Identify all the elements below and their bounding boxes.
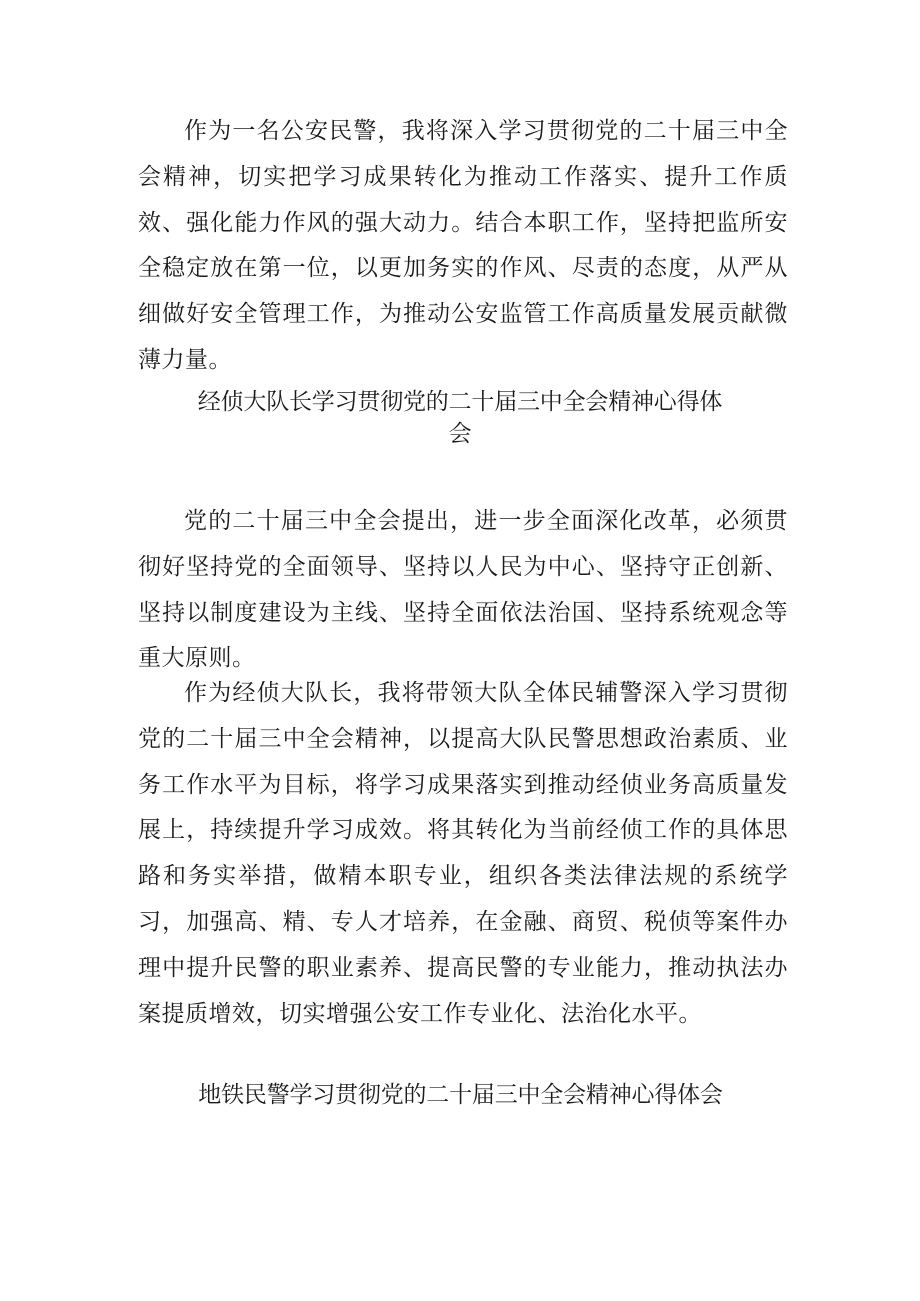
body-paragraph: 党的二十届三中全会提出，进一步全面深化改革，必须贯彻好坚持党的全面领导、坚持以人民为中心、坚持守正创新、坚持以制度建设为主线、坚持全面依法治国、坚持系统观念等重大原则。: [138, 508, 788, 672]
body-paragraph: 作为一名公安民警，我将深入学习贯彻党的二十届三中全会精神，切实把学习成果转化为推动工作落实、提升工作质效、强化能力作风的强大动力。结合本职工作，坚持把监所安全稳定放在第一位，以更加务实的作风、尽责的态度，从严从细做好安全管理工作，为推动公安监管工作高质量发展贡献微薄力量。: [138, 118, 788, 373]
section-heading: 地铁民警学习贯彻党的二十届三中全会精神心得体会: [198, 1082, 723, 1108]
body-paragraph: 作为经侦大队长，我将带领大队全体民辅警深入学习贯彻党的二十届三中全会精神，以提高大队民警思想政治素质、业务工作水平为目标，将学习成果落实到推动经侦业务高质量发展上，持续提升学习成效。将其转化为当前经侦工作的具体思路和务实举措，做精本职专业，组织各类法律法规的系统学习，加强高、精、专人才培养，在金融、商贸、税侦等案件办理中提升民警的职业素养、提高民警的专业能力，推动执法办案提质增效，切实增强公安工作专业化、法治化水平。: [138, 680, 788, 1027]
section-heading: 经侦大队长学习贯彻党的二十届三中全会精神心得体会: [197, 389, 723, 447]
